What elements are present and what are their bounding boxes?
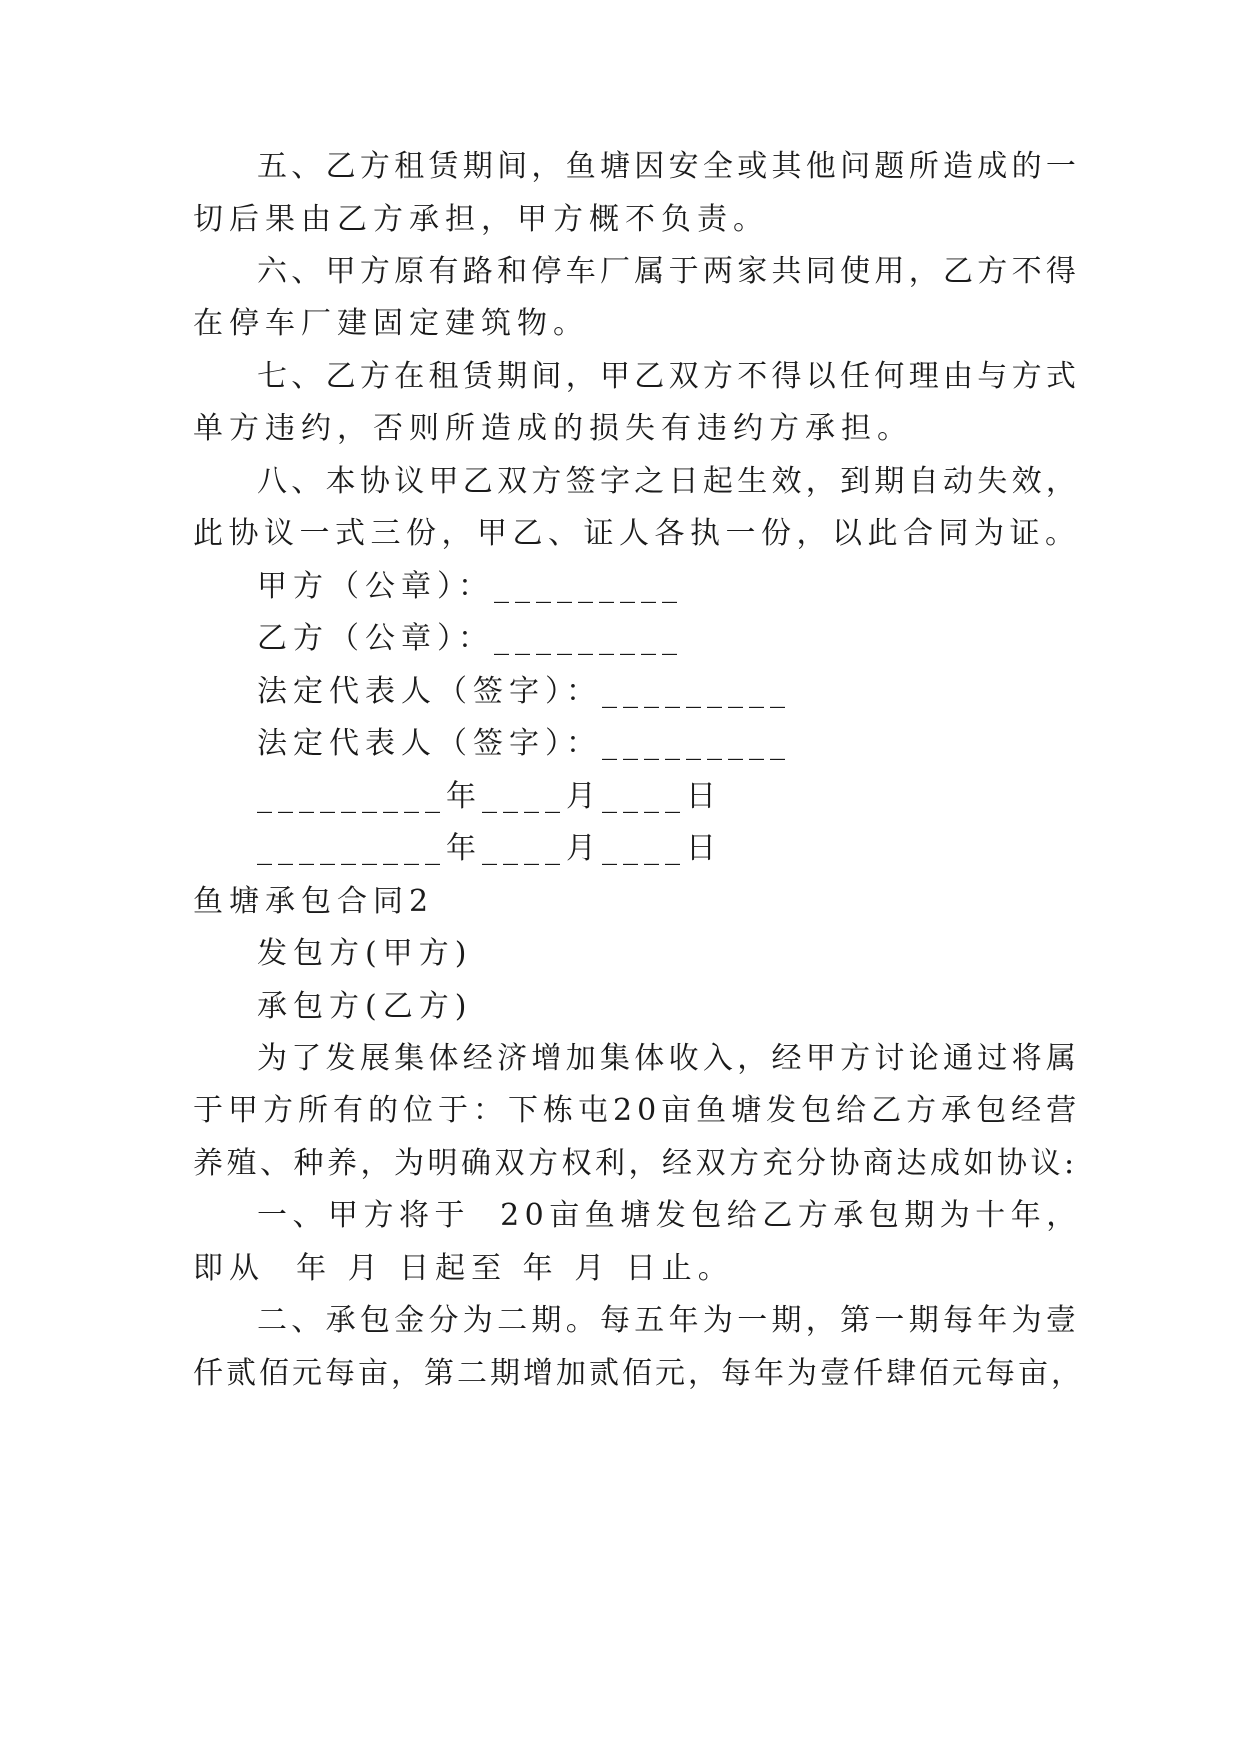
clause-six-line-2: 在停车厂建固定建筑物。 [193,306,589,341]
article-two-line-1: 二、承包金分为二期。每五年为一期，第一期每年为壹 [257,1303,1081,1338]
party-b-seal-field: 乙方（公章）：_________ [257,621,683,656]
clause-six-line-1: 六、甲方原有路和停车厂属于两家共同使用，乙方不得 [257,254,1081,289]
legal-rep-signature-field-2: 法定代表人（签字）：_________ [257,726,791,761]
clause-five-line-1: 五、乙方租赁期间，鱼塘因安全或其他问题所造成的一 [257,149,1081,184]
clause-seven-line-1: 七、乙方在租赁期间，甲乙双方不得以任何理由与方式 [257,359,1081,394]
article-one-line-2: 即从 年 月 日起至 年 月 日止。 [193,1251,734,1286]
preamble-line-1: 为了发展集体经济增加集体收入，经甲方讨论通过将属 [257,1041,1081,1076]
legal-rep-signature-field-1: 法定代表人（签字）：_________ [257,674,791,709]
contracting-party-a: 发包方(甲方) [257,936,473,971]
clause-seven-line-2: 单方违约，否则所造成的损失有违约方承担。 [193,411,913,446]
date-field-2: _________年____月____日 [257,831,722,866]
clause-eight-line-1: 八、本协议甲乙双方签字之日起生效，到期自动失效， [257,464,1081,499]
clause-eight-line-2: 此协议一式三份，甲乙、证人各执一份，以此合同为证。 [193,516,1081,551]
preamble-line-2: 于甲方所有的位于：下栋屯20亩鱼塘发包给乙方承包经营 [193,1093,1082,1128]
clause-five-line-2: 切后果由乙方承担，甲方概不负责。 [193,202,769,237]
article-one-line-1: 一、甲方将于 20亩鱼塘发包给乙方承包期为十年， [257,1198,1082,1233]
date-field-1: _________年____月____日 [257,779,722,814]
preamble-line-3: 养殖、种养，为明确双方权利，经双方充分协商达成如协议: [193,1146,1078,1181]
article-two-line-2: 仟贰佰元每亩，第二期增加贰佰元，每年为壹仟肆佰元每亩， [193,1356,1084,1391]
section-title: 鱼塘承包合同2 [193,884,435,919]
contracting-party-b: 承包方(乙方) [257,989,473,1024]
party-a-seal-field: 甲方（公章）：_________ [257,569,683,604]
